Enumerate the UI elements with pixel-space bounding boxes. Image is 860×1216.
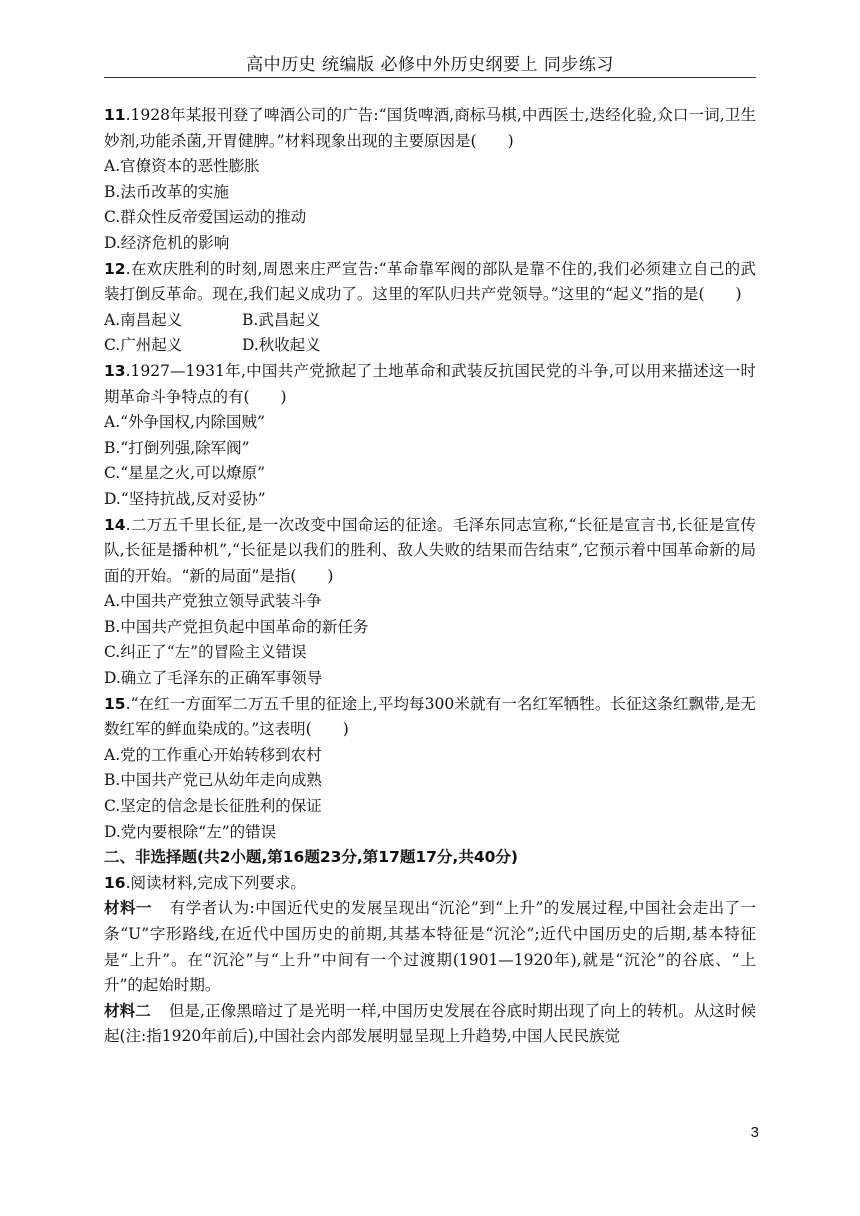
question-stem-text: .1928年某报刊登了啤酒公司的广告:“国货啤酒,商标马棋,中西医士,迭经化验,众口一词,卫生妙剂,功能杀菌,开胃健脾。”材料现象出现的主要原因是( ) (104, 106, 756, 150)
material-2 (104, 999, 756, 1050)
question-stem-text: .在欢庆胜利的时刻,周恩来庄严宣告:“革命靠军阀的部队是靠不住的,我们必须建立自己的武装打倒反革命。现在,我们起义成功了。这里的军队归共产党领导。”这里的“起义”指的是( ) (104, 259, 756, 304)
option: C.纠正了“左”的冒险主义错误 (104, 643, 307, 662)
question-stem-text: .“在红一方面军二万五千里的征途上,平均每300米就有一名红军牺牲。长征这条红飘带,是无数红军的鲜血染成的。”这表明( ) (104, 694, 756, 739)
option: D.“坚持抗战,反对妥协” (104, 489, 266, 508)
option-row (104, 308, 756, 334)
question-15-stem (104, 692, 756, 743)
question-11-stem (104, 103, 756, 154)
option: B.法币改革的实施 (104, 182, 229, 201)
material-text: 有学者认为:中国近代史的发展呈现出“沉沦”到“上升”的发展过程,中国社会走出了一条“U”字形路线,在近代中国历史的前期,其基本特征是“沉沦”;近代中国历史的后期,基本特征是“上升”。在“沉沦”与“上升”中间有一个过渡期(1901—1920年),就是“沉沦”的谷底、“上升”的起始时期。 (104, 899, 756, 995)
question-number: 16 (104, 873, 126, 892)
option: A.党的工作重心开始转移到农村 (104, 745, 322, 764)
section-title: 二、非选择题(共2小题,第16题23分,第17题17分,共40分) (104, 848, 518, 867)
option: C.群众性反帝爱国运动的推动 (104, 208, 307, 227)
option: D.党内要根除“左”的错误 (104, 822, 277, 841)
option: D.经济危机的影响 (104, 233, 230, 252)
question-number: 12 (104, 259, 126, 278)
option: B.武昌起义 (242, 310, 321, 329)
question-14-stem (104, 513, 756, 590)
option: A.官僚资本的恶性膨胀 (104, 157, 260, 176)
option: A.“外争国权,内除国贼” (104, 413, 265, 432)
question-number: 14 (104, 515, 126, 534)
question-stem-text: .二万五千里长征,是一次改变中国命运的征途。毛泽东同志宣称,“长征是宣言书,长征是宣传队,长征是播种机”,“长征是以我们的胜利、敌人失败的结果而告结束”,它预示着中国革命新的局面的开始。“新的局面”是指( ) (104, 515, 756, 585)
question-number: 15 (104, 694, 126, 713)
material-1 (104, 896, 756, 998)
question-12-stem (104, 257, 756, 308)
material-label: 材料一 (104, 899, 152, 918)
material-label: 材料二 (104, 1001, 151, 1020)
question-stem-text: .1927—1931年,中国共产党掀起了土地革命和武装反抗国民党的斗争,可以用来描述这一时期革命斗争特点的有( ) (104, 361, 756, 406)
option: C.“星星之火,可以燎原” (104, 464, 266, 483)
option: A.南昌起义 (104, 310, 183, 329)
question-number: 13 (104, 361, 126, 380)
option: A.中国共产党独立领导武装斗争 (104, 592, 322, 611)
question-16-stem (104, 871, 756, 897)
question-number: 11 (104, 106, 126, 124)
option: D.确立了毛泽东的正确军事领导 (104, 669, 323, 688)
page-number: 3 (750, 1124, 759, 1141)
option: C.广州起义 (104, 336, 183, 355)
option-row (104, 333, 756, 359)
material-text: 但是,正像黑暗过了是光明一样,中国历史发展在谷底时期出现了向上的转机。从这时候起(注:指1920年前后),中国社会内部发展明显呈现上升趋势,中国人民民族觉 (104, 1001, 756, 1046)
option: B.“打倒列强,除军阀” (104, 438, 250, 457)
header-divider (104, 77, 756, 78)
question-13-stem (104, 359, 756, 410)
document-body (104, 103, 756, 1050)
option: B.中国共产党担负起中国革命的新任务 (104, 617, 369, 636)
option: B.中国共产党已从幼年走向成熟 (104, 771, 322, 790)
question-stem-text: .阅读材料,完成下列要求。 (125, 873, 306, 892)
option: C.坚定的信念是长征胜利的保证 (104, 797, 322, 816)
page-header: 高中历史 统编版 必修中外历史纲要上 同步练习 (246, 55, 614, 75)
option: D.秋收起义 (242, 336, 321, 355)
